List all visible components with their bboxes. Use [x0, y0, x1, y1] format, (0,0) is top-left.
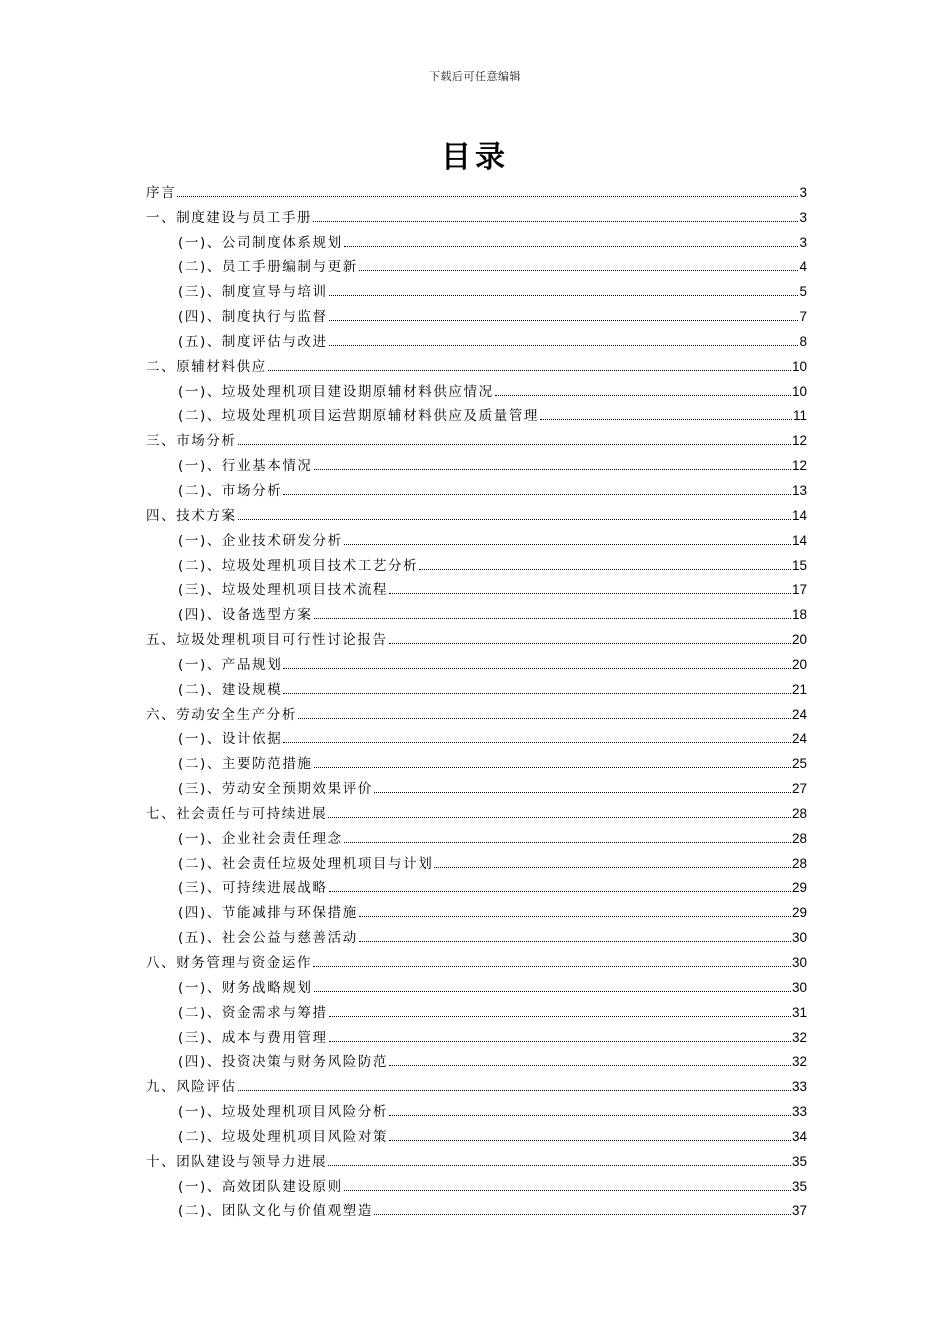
dot-leader [434, 867, 791, 868]
toc-entry-page-number: 21 [791, 681, 807, 697]
table-of-contents [146, 176, 807, 1219]
toc-entry-page-number: 24 [791, 706, 807, 722]
toc-entry-page-number: 30 [791, 955, 807, 970]
toc-entry-label: (二)、资金需求与筹措 [178, 1004, 328, 1021]
toc-entry-label: (一)、设计依据 [178, 731, 283, 748]
toc-entry[interactable] [146, 946, 807, 971]
toc-entry-label: (五)、社会公益与慈善活动 [178, 930, 358, 947]
toc-entry[interactable] [146, 996, 807, 1021]
toc-entry[interactable] [146, 226, 807, 251]
toc-entry[interactable] [146, 971, 807, 996]
toc-entry-label: (一)、企业技术研发分析 [178, 532, 343, 549]
toc-entry-page-number: 13 [791, 482, 807, 498]
dot-leader [344, 1190, 791, 1191]
toc-entry-label: (二)、团队文化与价值观塑造 [178, 1203, 373, 1220]
toc-entry-label: 十、团队建设与领导力进展 [146, 1153, 328, 1170]
dot-leader [495, 395, 791, 396]
toc-entry[interactable] [146, 350, 807, 375]
toc-entry[interactable] [146, 747, 807, 772]
toc-entry-label: (四)、节能减排与环保措施 [178, 905, 358, 922]
toc-entry-page-number: 20 [791, 632, 807, 648]
dot-leader [329, 1041, 791, 1042]
toc-entry-label: (一)、产品规划 [178, 656, 283, 673]
dot-leader [419, 569, 791, 570]
dot-leader [268, 370, 791, 371]
dot-leader [314, 618, 791, 619]
toc-entry[interactable] [146, 921, 807, 946]
dot-leader [359, 916, 791, 917]
dot-leader [238, 519, 791, 520]
dot-leader [329, 320, 799, 321]
toc-entry-page-number: 12 [791, 433, 807, 449]
toc-entry-page-number: 34 [791, 1128, 807, 1144]
toc-entry-label: (二)、主要防范措施 [178, 756, 313, 773]
toc-entry-page-number: 29 [791, 905, 807, 921]
toc-entry[interactable] [146, 1145, 807, 1170]
dot-leader [359, 941, 791, 942]
toc-entry-page-number: 32 [791, 1054, 807, 1070]
toc-entry[interactable] [146, 1120, 807, 1145]
toc-entry[interactable] [146, 1195, 807, 1220]
toc-entry[interactable] [146, 424, 807, 449]
toc-entry[interactable] [146, 251, 807, 276]
toc-entry-page-number: 20 [791, 656, 807, 672]
dot-leader [329, 345, 799, 346]
toc-entry[interactable] [146, 772, 807, 797]
toc-entry-label: 三、市场分析 [146, 433, 237, 450]
toc-entry-label: (二)、市场分析 [178, 482, 283, 499]
toc-entry[interactable] [146, 872, 807, 897]
toc-entry-label: 五、垃圾处理机项目可行性讨论报告 [146, 632, 388, 649]
toc-entry-page-number: 10 [791, 383, 807, 399]
dot-leader [298, 718, 791, 719]
toc-entry[interactable] [146, 574, 807, 599]
toc-entry-label: 九、风险评估 [146, 1079, 237, 1096]
toc-entry[interactable] [146, 449, 807, 474]
toc-entry[interactable] [146, 524, 807, 549]
toc-entry[interactable] [146, 1021, 807, 1046]
dot-leader [329, 1016, 791, 1017]
toc-entry-page-number: 32 [791, 1029, 807, 1045]
toc-entry-page-number: 15 [791, 557, 807, 573]
toc-entry-page-number: 28 [791, 855, 807, 871]
toc-entry-page-number: 3 [799, 184, 807, 200]
toc-entry[interactable] [146, 797, 807, 822]
toc-entry-page-number: 25 [791, 756, 807, 772]
dot-leader [314, 469, 791, 470]
toc-entry-page-number: 7 [799, 309, 807, 325]
toc-entry-page-number: 17 [791, 582, 807, 598]
dot-leader [344, 246, 799, 247]
dot-leader [389, 593, 791, 594]
toc-entry[interactable] [146, 1070, 807, 1095]
toc-entry-page-number: 4 [799, 259, 807, 275]
dot-leader [389, 1065, 791, 1066]
toc-entry[interactable] [146, 300, 807, 325]
toc-entry[interactable] [146, 201, 807, 226]
toc-entry-page-number: 33 [791, 1079, 807, 1095]
dot-leader [540, 419, 792, 420]
toc-entry-page-number: 3 [799, 234, 807, 250]
toc-entry-page-number: 5 [799, 284, 807, 300]
dot-leader [389, 643, 791, 644]
toc-entry-label: (一)、高效团队建设原则 [178, 1178, 343, 1195]
toc-entry[interactable] [146, 474, 807, 499]
dot-leader [238, 1090, 791, 1091]
toc-entry-label: (一)、垃圾处理机项目风险分析 [178, 1104, 389, 1121]
toc-entry-label: (四)、设备选型方案 [178, 607, 313, 624]
toc-entry-label: (一)、企业社会责任理念 [178, 830, 343, 847]
toc-entry-label: (二)、建设规模 [178, 681, 283, 698]
toc-entry-page-number: 37 [791, 1203, 807, 1219]
toc-entry[interactable] [146, 723, 807, 748]
toc-entry-label: (四)、投资决策与财务风险防范 [178, 1054, 389, 1071]
toc-entry[interactable] [146, 549, 807, 574]
toc-entry-label: (一)、财务战略规划 [178, 979, 313, 996]
toc-entry-label: (二)、垃圾处理机项目技术工艺分析 [178, 557, 419, 574]
toc-entry-page-number: 30 [791, 979, 807, 995]
toc-entry-label: 四、技术方案 [146, 507, 237, 524]
toc-entry[interactable] [146, 623, 807, 648]
toc-entry-label: 六、劳动安全生产分析 [146, 706, 297, 723]
toc-entry-page-number: 31 [791, 1004, 807, 1020]
toc-entry-label: (二)、员工手册编制与更新 [178, 259, 358, 276]
toc-entry[interactable] [146, 1170, 807, 1195]
dot-leader [238, 444, 791, 445]
toc-entry-page-number: 28 [791, 805, 807, 821]
toc-entry-page-number: 11 [792, 408, 807, 424]
toc-entry-label: 序言 [146, 184, 177, 201]
toc-entry-label: 二、原辅材料供应 [146, 358, 267, 375]
toc-entry-page-number: 14 [791, 532, 807, 548]
dot-leader [344, 544, 791, 545]
toc-entry-label: (二)、垃圾处理机项目运营期原辅材料供应及质量管理 [178, 408, 540, 425]
dot-leader [389, 1115, 791, 1116]
toc-entry[interactable] [146, 325, 807, 350]
toc-entry[interactable] [146, 896, 807, 921]
dot-leader [313, 221, 798, 222]
toc-entry-page-number: 33 [791, 1104, 807, 1120]
dot-leader [344, 842, 791, 843]
toc-entry-label: (三)、垃圾处理机项目技术流程 [178, 582, 389, 599]
toc-entry-label: 八、财务管理与资金运作 [146, 955, 313, 971]
toc-entry[interactable] [146, 375, 807, 400]
toc-entry[interactable] [146, 499, 807, 524]
toc-entry-label: 一、制度建设与员工手册 [146, 209, 313, 226]
toc-entry-page-number: 35 [791, 1178, 807, 1194]
toc-entry-page-number: 18 [791, 607, 807, 623]
toc-entry-page-number: 27 [791, 781, 807, 797]
dot-leader [313, 966, 791, 967]
toc-entry-page-number: 3 [799, 209, 807, 225]
toc-entry-label: (二)、垃圾处理机项目风险对策 [178, 1128, 389, 1145]
toc-entry-page-number: 8 [799, 333, 807, 349]
toc-entry-label: (四)、制度执行与监督 [178, 309, 328, 326]
toc-entry-page-number: 10 [791, 358, 807, 374]
dot-leader [328, 1165, 791, 1166]
dot-leader [314, 991, 791, 992]
toc-entry[interactable] [146, 698, 807, 723]
toc-entry-label: (五)、制度评估与改进 [178, 333, 328, 350]
toc-entry[interactable] [146, 673, 807, 698]
toc-entry[interactable] [146, 176, 807, 201]
toc-entry-page-number: 30 [791, 930, 807, 946]
toc-entry-page-number: 14 [791, 507, 807, 523]
toc-entry[interactable] [146, 1095, 807, 1120]
toc-entry-page-number: 12 [791, 458, 807, 474]
dot-leader [283, 693, 791, 694]
toc-title: 目录 [441, 140, 509, 175]
dot-leader [374, 1214, 791, 1215]
dot-leader [329, 891, 791, 892]
dot-leader [283, 494, 791, 495]
toc-entry-label: 七、社会责任与可持续进展 [146, 805, 328, 822]
toc-entry-label: (一)、行业基本情况 [178, 458, 313, 475]
toc-entry-page-number: 35 [791, 1153, 807, 1169]
dot-leader [374, 792, 791, 793]
toc-entry-label: (一)、公司制度体系规划 [178, 234, 343, 251]
toc-entry-label: (一)、垃圾处理机项目建设期原辅材料供应情况 [178, 383, 494, 400]
dot-leader [283, 742, 791, 743]
dot-leader [359, 270, 799, 271]
toc-entry-page-number: 24 [791, 731, 807, 747]
toc-entry-page-number: 28 [791, 830, 807, 846]
toc-entry[interactable] [146, 822, 807, 847]
toc-entry[interactable] [146, 275, 807, 300]
toc-entry[interactable] [146, 400, 807, 425]
toc-entry-label: (二)、社会责任垃圾处理机项目与计划 [178, 855, 434, 872]
header-note: 下载后可任意编辑 [429, 70, 521, 83]
toc-entry[interactable] [146, 598, 807, 623]
dot-leader [177, 196, 798, 197]
dot-leader [283, 668, 791, 669]
toc-entry-label: (三)、可持续进展战略 [178, 880, 328, 897]
toc-entry-label: (三)、成本与费用管理 [178, 1029, 328, 1046]
dot-leader [328, 817, 791, 818]
toc-entry[interactable] [146, 1046, 807, 1071]
dot-leader [314, 767, 791, 768]
dot-leader [389, 1140, 791, 1141]
toc-entry[interactable] [146, 648, 807, 673]
toc-entry-page-number: 29 [791, 880, 807, 896]
toc-entry-label: (三)、制度宣导与培训 [178, 284, 328, 301]
dot-leader [329, 295, 799, 296]
toc-entry-label: (三)、劳动安全预期效果评价 [178, 781, 373, 798]
toc-entry[interactable] [146, 847, 807, 872]
